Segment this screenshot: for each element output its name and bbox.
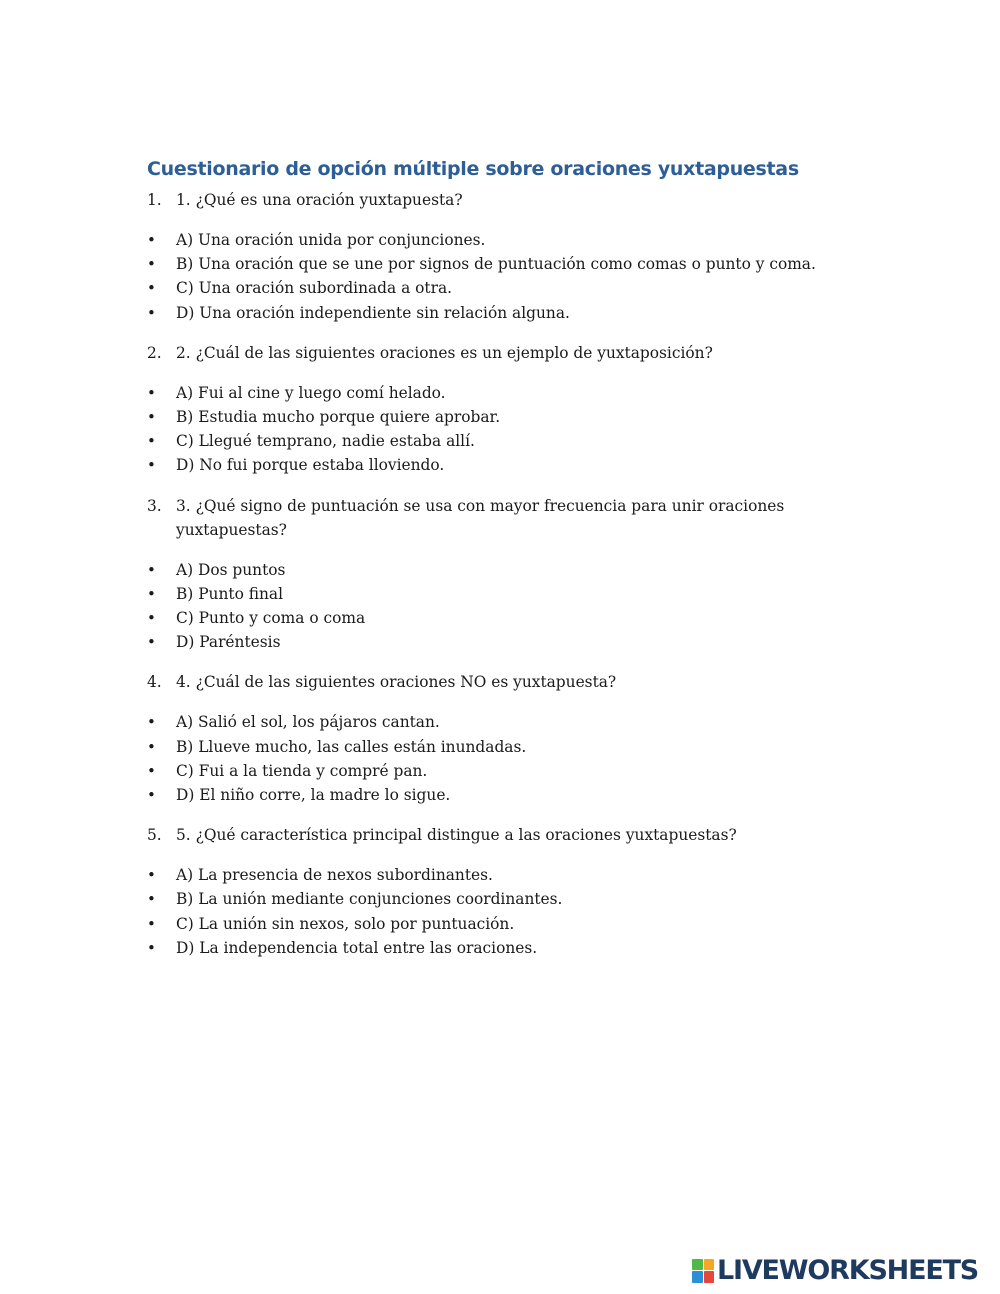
option-item [147,735,827,759]
bullet-icon: • [147,761,156,780]
question-number: 2. [147,343,162,362]
bullet-icon: • [147,456,156,475]
logo-square-icon [692,1271,703,1283]
bullet-icon: • [147,303,156,322]
bullet-icon: • [147,383,156,402]
option-item [147,912,827,936]
question-number: 1. [147,191,162,209]
option-item [147,381,827,405]
option-text: A) Fui al cine y luego comí helado. [176,383,446,402]
question-number: 5. [147,826,162,845]
liveworksheets-logo [692,1255,978,1286]
option-item [147,759,827,783]
bullet-icon: • [147,713,156,732]
bullet-icon: • [147,408,156,427]
option-item [147,252,827,276]
option-list [147,863,827,960]
logo-mark-icon [692,1259,714,1283]
question-4 [147,670,827,694]
bullet-icon: • [147,560,156,579]
option-text: A) La presencia de nexos subordinantes. [176,866,493,885]
question-text: 5. ¿Qué característica principal distingue a las oraciones yuxtapuestas? [176,826,737,845]
option-text: B) Punto final [176,584,284,603]
bullet-icon: • [147,432,156,451]
question-2 [147,341,827,365]
option-item [147,606,827,630]
option-item [147,301,827,325]
option-text: D) No fui porque estaba lloviendo. [176,456,445,475]
option-text: C) Fui a la tienda y compré pan. [176,761,428,780]
option-item [147,276,827,300]
option-text: C) La unión sin nexos, solo por puntuación. [176,914,515,933]
logo-square-icon [692,1259,703,1271]
bullet-icon: • [147,866,156,885]
bullet-icon: • [147,914,156,933]
bullet-icon: • [147,279,156,298]
option-list [147,228,827,325]
option-list [147,558,827,655]
question-5 [147,823,827,847]
logo-square-icon [704,1271,715,1283]
option-list [147,710,827,807]
option-text: A) Una oración unida por conjunciones. [176,231,486,249]
option-item [147,453,827,477]
option-item [147,405,827,429]
question-number: 4. [147,673,162,692]
bullet-icon: • [147,584,156,603]
logo-text: LIVEWORKSHEETS [717,1255,979,1286]
option-item [147,582,827,606]
page-title: Cuestionario de opción múltiple sobre oraciones yuxtapuestas [147,158,799,180]
question-1 [147,188,827,212]
bullet-icon: • [147,255,156,274]
bullet-icon: • [147,609,156,628]
quiz-content [147,188,827,976]
option-text: B) Estudia mucho porque quiere aprobar. [176,408,501,427]
option-text: B) La unión mediante conjunciones coordinantes. [176,890,563,909]
question-text: 3. ¿Qué signo de puntuación se usa con mayor frecuencia para unir oraciones yuxtapuestas? [176,496,785,539]
option-text: C) Llegué temprano, nadie estaba allí. [176,432,475,451]
option-text: D) La independencia total entre las oraciones. [176,938,538,957]
question-number: 3. [147,496,162,515]
bullet-icon: • [147,633,156,652]
option-item [147,936,827,960]
option-text: B) Llueve mucho, las calles están inundadas. [176,737,527,756]
option-item [147,783,827,807]
bullet-icon: • [147,890,156,909]
option-text: B) Una oración que se une por signos de puntuación como comas o punto y coma. [176,255,816,274]
option-item [147,228,827,252]
option-item [147,630,827,654]
logo-square-icon [704,1259,715,1271]
question-text: 1. ¿Qué es una oración yuxtapuesta? [176,191,463,209]
bullet-icon: • [147,786,156,805]
option-item [147,887,827,911]
option-item [147,429,827,453]
option-text: C) Punto y coma o coma [176,609,366,628]
option-item [147,558,827,582]
bullet-icon: • [147,938,156,957]
option-item [147,863,827,887]
question-text: 4. ¿Cuál de las siguientes oraciones NO es yuxtapuesta? [176,673,617,692]
option-text: A) Salió el sol, los pájaros cantan. [176,713,440,732]
option-text: D) Una oración independiente sin relación alguna. [176,303,570,322]
option-text: C) Una oración subordinada a otra. [176,279,453,298]
bullet-icon: • [147,231,156,249]
question-3 [147,494,827,542]
option-text: A) Dos puntos [176,560,286,579]
option-item [147,710,827,734]
option-text: D) Paréntesis [176,633,281,652]
option-text: D) El niño corre, la madre lo sigue. [176,786,451,805]
option-list [147,381,827,478]
bullet-icon: • [147,737,156,756]
question-text: 2. ¿Cuál de las siguientes oraciones es un ejemplo de yuxtaposición? [176,343,713,362]
